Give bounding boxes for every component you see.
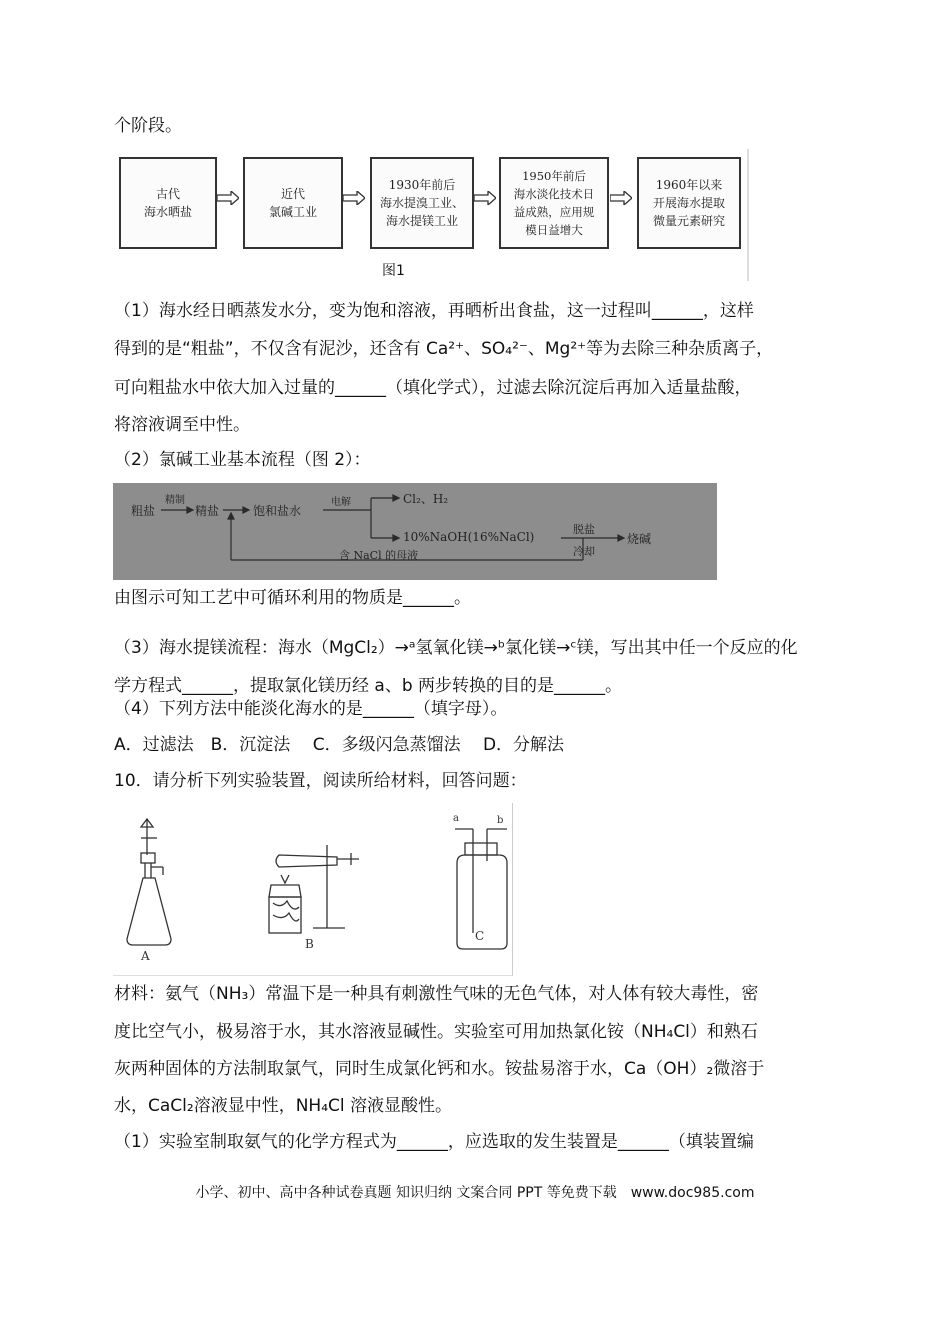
crude-salt-label: 粗盐 <box>131 504 156 518</box>
figure-caption: 图1 <box>382 263 405 279</box>
text-line: 个阶段。 <box>114 116 182 136</box>
history-flowchart <box>113 149 749 281</box>
brine-label: 饱和盐水 <box>253 504 302 518</box>
text-line: 可向粗盐水中依大加入过量的______（填化学式），过滤去除沉淀后再加入适量盐酸， <box>114 378 752 398</box>
text-line: （4）下列方法中能淡化海水的是______（填字母）。 <box>114 699 508 719</box>
arrow-icon <box>474 191 496 205</box>
refine-label: 精制 <box>165 495 185 506</box>
text-line: 材料：氨气（NH₃）常温下是一种具有刺激性气味的无色气体，对人体有较大毒性，密 <box>114 984 759 1004</box>
text-line: （1）实验室制取氨气的化学方程式为______，应选取的发生装置是______（填装置编 <box>114 1132 754 1152</box>
stage-box-5: 1960年以来 开展海水提取 微量元素研究 <box>637 157 741 249</box>
text-line: A．过滤法 B．沉淀法 C．多级闪急蒸馏法 D．分解法 <box>114 735 565 755</box>
text-line: （3）海水提镁流程：海水（MgCl₂）→ᵃ氢氧化镁→ᵇ氯化镁→ᶜ镁，写出其中任一个反应的化 <box>114 638 798 658</box>
electrolysis-label: 电解 <box>331 497 351 508</box>
apparatus-figure <box>113 803 513 976</box>
cool-label: 冷却 <box>573 545 595 558</box>
stage-box-1: 古代 海水晒盐 <box>119 157 217 249</box>
stage-box-4: 1950年前后 海水淡化技术日 益成熟，应用规 模日益增大 <box>499 157 609 249</box>
naoh-label: 10%NaOH(16%NaCl) <box>403 530 535 544</box>
chlor-alkali-flowchart <box>113 483 717 580</box>
label-c: C <box>475 929 485 943</box>
caustic-label: 烧碱 <box>627 532 652 546</box>
port-a: a <box>453 813 459 824</box>
text-line: 灰两种固体的方法制取氯气，同时生成氯化钙和水。铵盐易溶于水，Ca（OH）₂微溶于 <box>114 1059 765 1079</box>
mother-liquor-label: 含 NaCl 的母液 <box>339 549 419 562</box>
text-line: （2）氯碱工业基本流程（图 2）： <box>114 450 371 470</box>
gases-label: Cl₂、H₂ <box>403 492 449 506</box>
label-b: B <box>305 937 314 951</box>
text-line: 度比空气小，极易溶于水，其水溶液显碱性。实验室可用加热氯化铵（NH₄Cl）和熟石 <box>114 1022 758 1042</box>
stage-box-3: 1930年前后 海水提溴工业、 海水提镁工业 <box>370 157 474 249</box>
stage-box-2: 近代 氯碱工业 <box>243 157 343 249</box>
text-line: 得到的是“粗盐”，不仅含有泥沙，还含有 Ca²⁺、SO₄²⁻、Mg²⁺等为去除三种杂质离子， <box>114 339 774 359</box>
text-line: （1）海水经日晒蒸发水分，变为饱和溶液，再晒析出食盐，这一过程叫______，这样 <box>114 301 754 321</box>
page-footer: 小学、初中、高中各种试卷真题 知识归纳 文案合同 PPT 等免费下载 www.doc985.com <box>195 1185 755 1201</box>
arrow-icon <box>610 191 632 205</box>
text-line: 学方程式______，提取氯化镁历经 a、b 两步转换的目的是______。 <box>114 676 623 696</box>
arrow-icon <box>343 191 365 205</box>
text-line: 由图示可知工艺中可循环利用的物质是______。 <box>114 588 471 608</box>
text-line: 10．请分析下列实验装置，阅读所给材料，回答问题： <box>114 771 527 791</box>
desalt-label: 脱盐 <box>573 523 595 536</box>
label-a: A <box>141 949 150 963</box>
text-line: 将溶液调至中性。 <box>114 415 250 435</box>
port-b: b <box>497 815 504 826</box>
refined-salt-label: 精盐 <box>195 504 220 518</box>
text-line: 水，CaCl₂溶液显中性，NH₄Cl 溶液显酸性。 <box>114 1096 453 1116</box>
arrow-icon <box>217 191 239 205</box>
